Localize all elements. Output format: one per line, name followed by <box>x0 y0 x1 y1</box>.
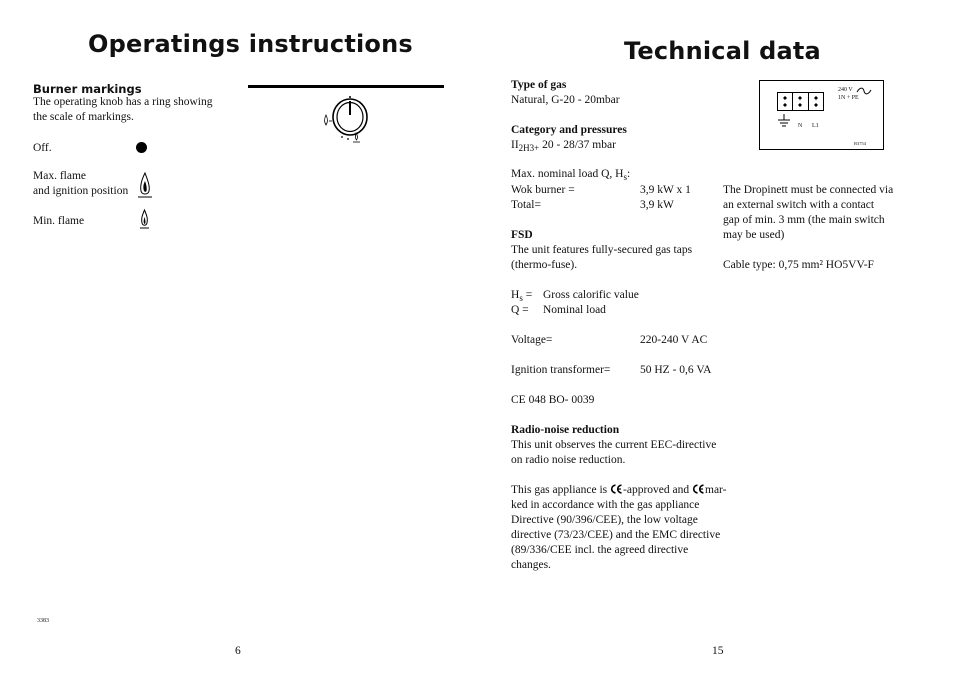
q-value: Nominal load <box>543 304 606 316</box>
right-page-number: 15 <box>712 645 724 657</box>
ce-mark-icon <box>610 484 623 494</box>
gas-appliance-line-5: (89/336/CEE incl. the agreed directive <box>511 544 689 556</box>
category-prefix: II <box>511 139 519 151</box>
hs-value: Gross calorific value <box>543 289 639 301</box>
min-flame-label: Min. flame <box>33 215 85 227</box>
type-of-gas-heading: Type of gas <box>511 79 567 91</box>
diagram-n-label: N <box>798 123 803 129</box>
type-of-gas-value: Natural, G-20 - 20mbar <box>511 94 620 106</box>
gas-appliance-line-4: directive (73/23/CEE) and the EMC directive <box>511 529 721 541</box>
gas-appliance-line-2: ked in accordance with the gas appliance <box>511 499 700 511</box>
max-load-text: Max. nominal load Q, H <box>511 168 624 180</box>
knob-ring-icon <box>320 95 380 145</box>
category-pressure: 20 - 28/37 mbar <box>539 139 616 151</box>
ignition-value: 50 HZ - 0,6 VA <box>640 364 712 376</box>
radio-heading: Radio-noise reduction <box>511 424 620 436</box>
max-load-sub: s <box>623 172 627 182</box>
burner-markings-heading: Burner markings <box>33 82 142 96</box>
hs-eq: = <box>522 289 533 301</box>
connect-line-3: gap of min. 3 mm (the main switch <box>723 214 885 226</box>
cable-type: Cable type: 0,75 mm² HO5VV-F <box>723 259 874 271</box>
gas-app-text-b: -approved and <box>623 484 690 496</box>
left-page-number: 6 <box>235 645 241 657</box>
gas-appliance-line-1 <box>511 483 726 498</box>
ground-icon <box>777 114 791 130</box>
wok-burner-label: Wok burner = <box>511 184 575 196</box>
wiring-diagram <box>759 80 884 150</box>
fsd-line-2: (thermo-fuse). <box>511 259 578 271</box>
connect-line-4: may be used) <box>723 229 785 241</box>
radio-line-1: This unit observes the current EEC-directive <box>511 439 717 451</box>
intro-line-1: The operating knob has a ring showing <box>33 96 213 108</box>
wok-burner-value: 3,9 kW x 1 <box>640 184 691 196</box>
category-heading: Category and pressures <box>511 124 627 136</box>
diagram-code: B3754 <box>854 141 867 146</box>
section-rule <box>248 85 444 88</box>
fsd-line-1: The unit features fully-secured gas taps <box>511 244 693 256</box>
category-value <box>511 138 616 156</box>
category-sub: 2H3+ <box>518 143 540 153</box>
left-page-title: Operatings instructions <box>88 30 413 58</box>
fsd-heading: FSD <box>511 229 533 241</box>
gas-appliance-line-6: changes. <box>511 559 551 571</box>
diagram-voltage-label: 240 V <box>838 87 853 93</box>
q-label: Q = <box>511 304 529 316</box>
connect-line-2: an external switch with a contact <box>723 199 875 211</box>
right-page-title: Technical data <box>624 37 821 65</box>
max-load-colon: : <box>626 168 631 180</box>
footer-code: 3383 <box>37 618 49 624</box>
intro-line-2: the scale of markings. <box>33 111 134 123</box>
diagram-phase-label: 1N + PE <box>838 95 859 101</box>
max-flame-label: Max. flame <box>33 170 87 182</box>
ce-number: CE 048 BO- 0039 <box>511 394 595 406</box>
total-label: Total= <box>511 199 541 211</box>
ignition-label: Ignition transformer= <box>511 364 611 376</box>
gas-app-text-a: This gas appliance is <box>511 484 608 496</box>
voltage-value: 220-240 V AC <box>640 334 708 346</box>
off-dot-icon <box>136 142 147 153</box>
small-flame-icon <box>139 208 150 230</box>
gas-appliance-line-3: Directive (90/396/CEE), the low voltage <box>511 514 698 526</box>
total-value: 3,9 kW <box>640 199 674 211</box>
hs-letter: H <box>511 289 520 301</box>
connect-line-1: The Dropinett must be connected via <box>723 184 894 196</box>
terminal-screws-icon <box>777 92 824 111</box>
diagram-l1-label: L1 <box>812 123 819 129</box>
hs-sub: s <box>519 293 523 303</box>
ignition-position-label: and ignition position <box>33 185 129 197</box>
gas-app-text-c: mar- <box>705 484 727 496</box>
off-label: Off. <box>33 142 52 154</box>
large-flame-icon <box>138 172 152 200</box>
radio-line-2: on radio noise reduction. <box>511 454 626 466</box>
voltage-label: Voltage= <box>511 334 553 346</box>
ce-mark-icon <box>692 484 705 494</box>
ac-wave-icon <box>856 87 872 95</box>
